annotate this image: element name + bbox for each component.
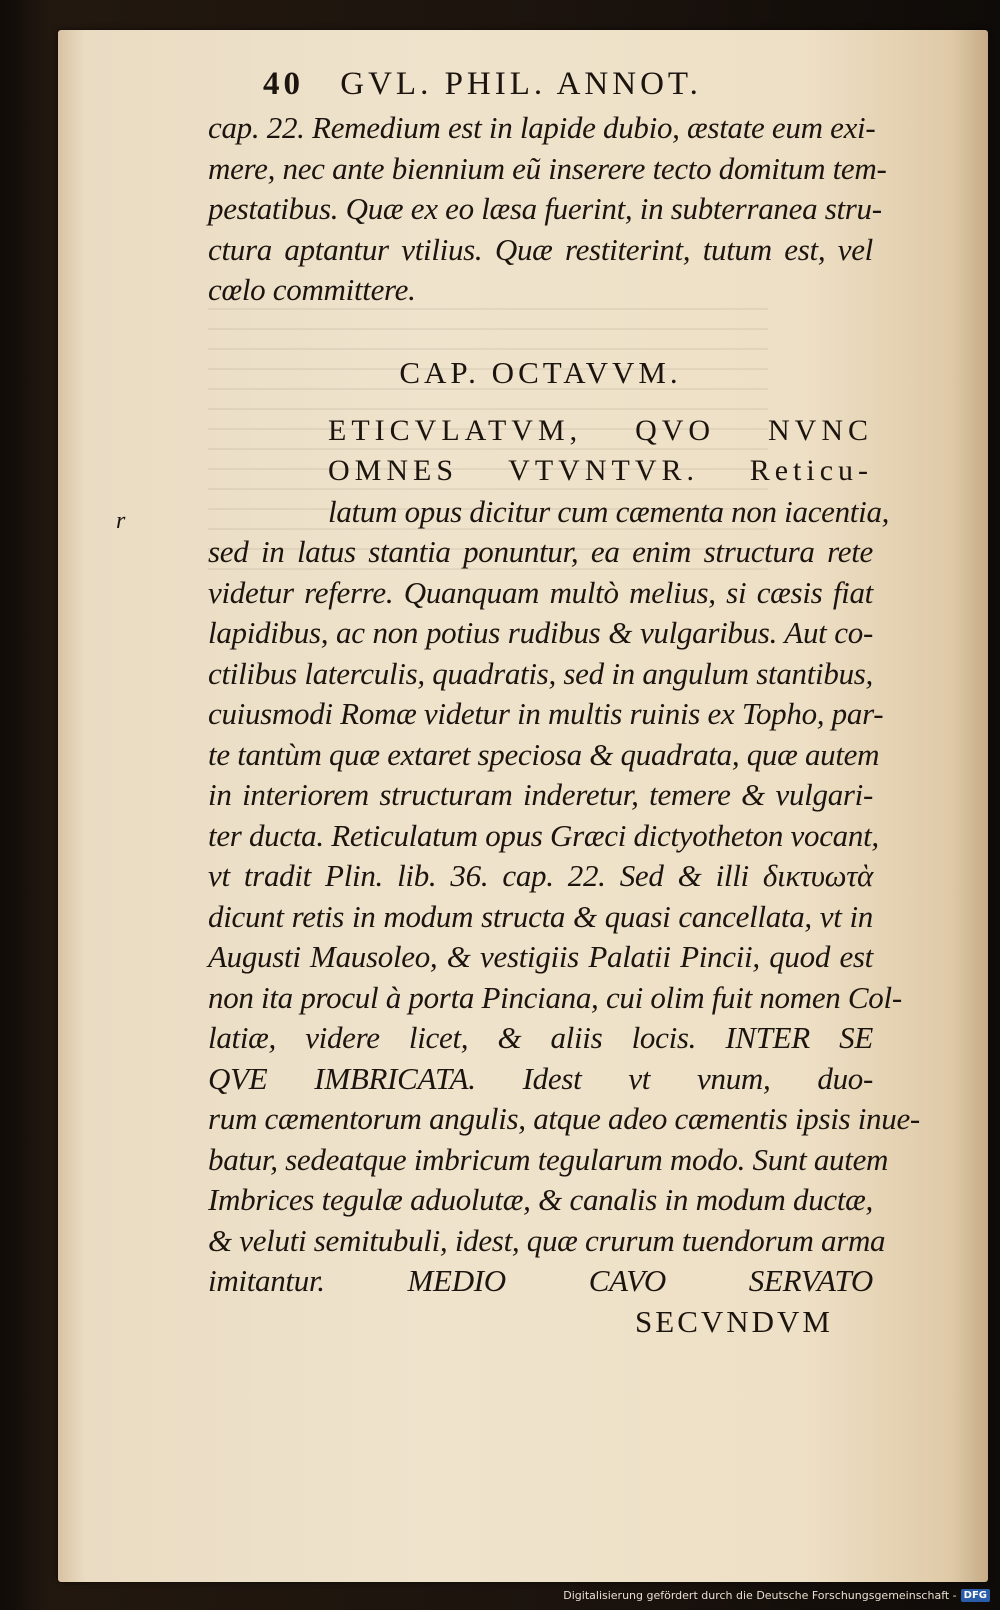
lemma-line: ETICVLATVM, QVO NVNC [328, 413, 873, 447]
text-line: cap. 22. Remedium est in lapide dubio, æstate eum exi- [208, 110, 876, 145]
text-line: ctura aptantur vtilius. Quæ restiterint, tutum est, vel [208, 231, 873, 267]
text-line: te tantùm quæ extaret speciosa & quadrata, quæ autem [208, 736, 880, 772]
text-line: pestatibus. Quæ ex eo læsa fuerint, in subterranea stru- [208, 191, 882, 226]
text-line: Augusti Mausoleo, & vestigiis Palatii Pincii, quod est [208, 939, 873, 974]
initial-letter-guide: r [116, 508, 126, 534]
text-line: mere, nec ante biennium eũ inserere tecto domitum tem- [208, 150, 887, 186]
text-line: latum opus dicitur cum cæmenta non iacentia, [328, 493, 890, 529]
text-line: sed in latus stantia ponuntur, ea enim structura rete [208, 534, 873, 569]
text-line: lapidibus, ac non potius rudibus & vulgaribus. Aut co- [208, 615, 873, 650]
page-number: 40 [263, 66, 304, 102]
text-line: rum cæmentorum angulis, atque adeo cæmentis ipsis inue- [208, 1101, 920, 1136]
running-header [208, 60, 873, 108]
text-line: in interiorem structuram inderetur, temere & vulgari- [208, 777, 873, 812]
text-line: videtur referre. Quanquam multò melius, si cæsis fiat [208, 574, 873, 610]
text-line: vt tradit Plin. lib. 36. cap. 22. Sed & illi δικτυωτὰ [208, 858, 873, 893]
text-line: Imbrices tegulæ aduolutæ, & canalis in modum ductæ, [208, 1182, 873, 1217]
running-title: GVL. PHIL. ANNOT. [340, 66, 702, 102]
credit-text: Digitalisierung gefördert durch die Deutsche Forschungsgemeinschaft - [563, 1589, 957, 1602]
text-line: & veluti semitubuli, idest, quæ crurum tuendorum arma [208, 1222, 886, 1258]
page-text [208, 60, 920, 1342]
text-line: QVE IMBRICATA. Idest vt vnum, duo- [208, 1060, 873, 1096]
chapter-heading: CAP. OCTAVVM. [399, 354, 682, 390]
text-line: latiæ, videre licet, & aliis locis. INTER SE [208, 1020, 873, 1055]
lemma-line: OMNES VTVNTVR. Reticu- [328, 454, 873, 487]
text-line: imitantur. MEDIO CAVO SERVATO [208, 1263, 873, 1298]
text-line: cuiusmodi Romæ videtur in multis ruinis ex Topho, par- [208, 696, 884, 731]
text-line: non ita procul à porta Pinciana, cui olim fuit nomen Col- [208, 979, 902, 1015]
text-line: ctilibus laterculis, quadratis, sed in angulum stantibus, [208, 655, 873, 691]
book-page [58, 30, 988, 1582]
lemma-block [208, 411, 890, 533]
catchword: SECVNDVM [635, 1303, 833, 1339]
text-line: cœlo committere. [208, 272, 416, 307]
digitization-credit [563, 1589, 990, 1602]
top-paragraph [208, 108, 887, 311]
text-line: batur, sedeatque imbricum tegularum modo. Sunt autem [208, 1141, 889, 1177]
text-line: dicunt retis in modum structa & quasi cancellata, vt in [208, 898, 873, 934]
dfg-logo-icon: DFG [961, 1589, 990, 1602]
main-paragraph [208, 532, 920, 1302]
text-line: ter ducta. Reticulatum opus Græci dictyotheton vocant, [208, 817, 879, 853]
